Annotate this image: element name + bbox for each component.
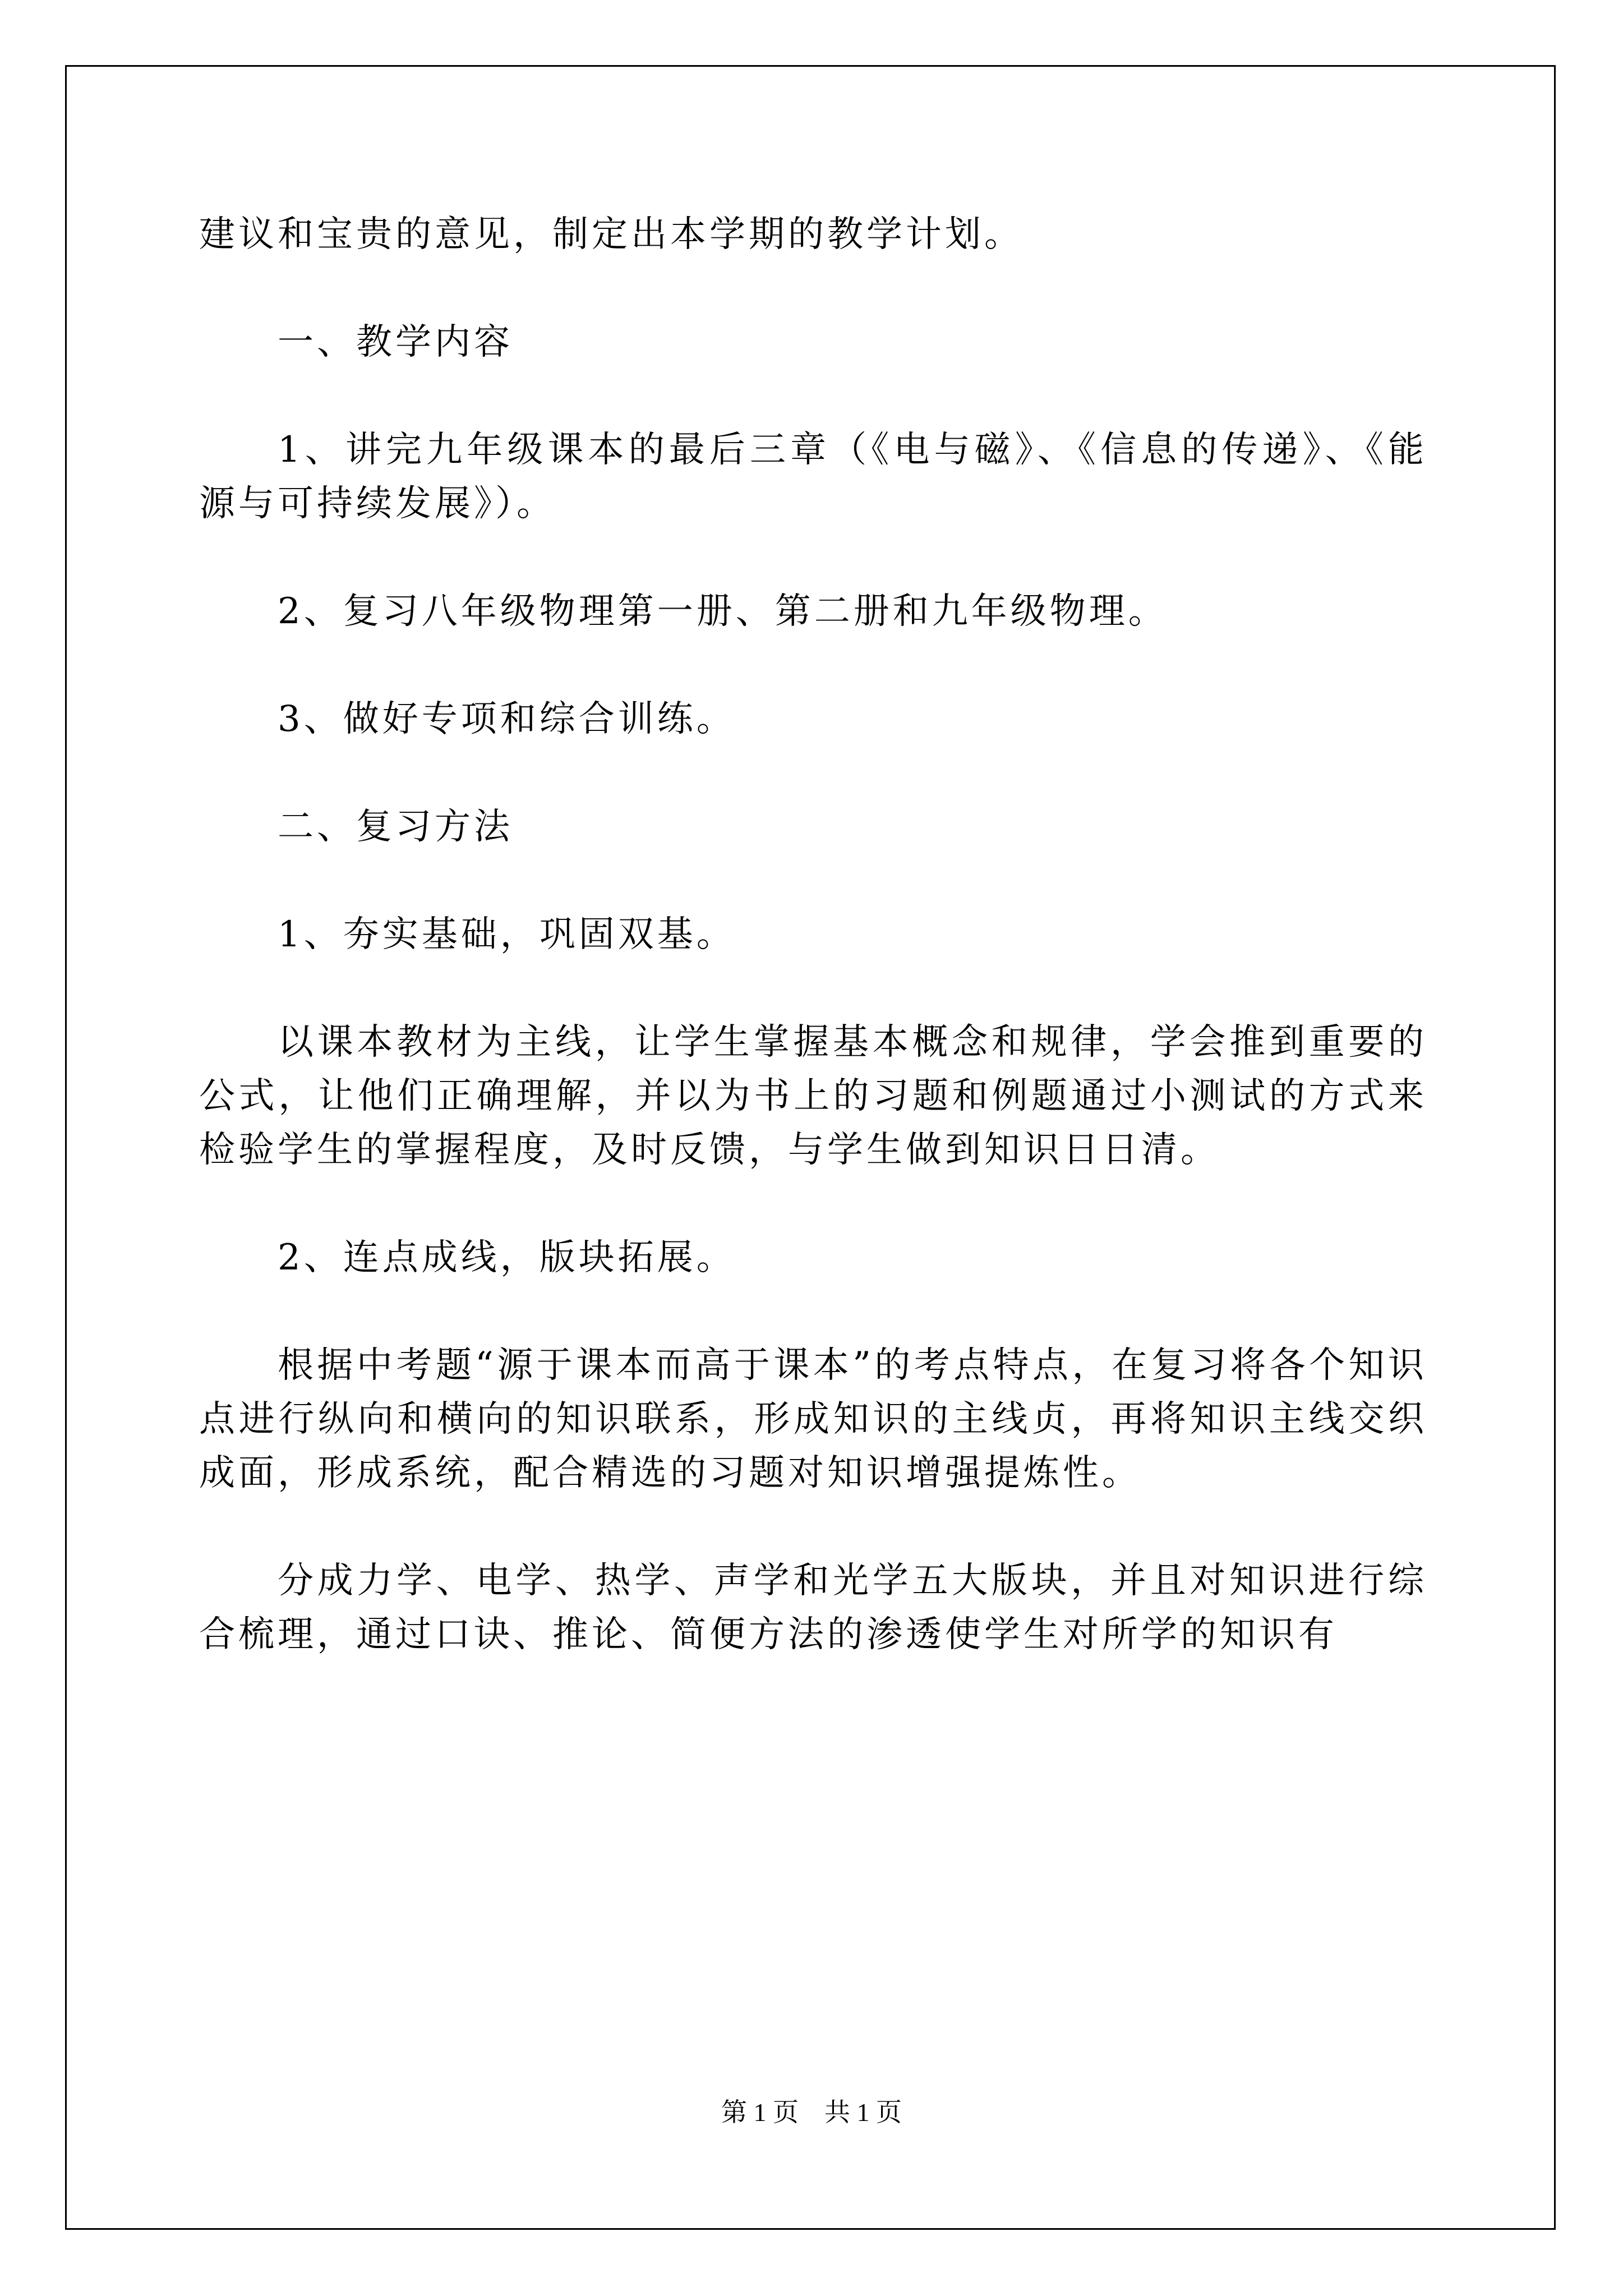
- heading-teaching-content: 一、教学内容: [278, 321, 513, 363]
- list-item-teaching-1: 1、讲完九年级课本的最后三章（《电与磁》、《信息的传递》、《能源与可持续发展》）。: [199, 429, 1427, 524]
- heading-review-method: 二、复习方法: [278, 806, 513, 848]
- paragraph-intro-continuation: 建议和宝贵的意见，制定出本学期的教学计划。: [199, 214, 1023, 255]
- list-item-review-2: 2、连点成线，版块拓展。: [278, 1237, 736, 1278]
- page-number-footer: 第 1 页 共 1 页: [721, 2098, 902, 2127]
- paragraph-review-2-detail: 根据中考题“源于课本而高于课本”的考点特点，在复习将各个知识点进行纵向和横向的知识联系，形成知识的主线贞，再将知识主线交织成面，形成系统，配合精选的习题对知识增强提炼性。: [199, 1345, 1427, 1494]
- paragraph-modules: 分成力学、电学、热学、声学和光学五大版块，并且对知识进行综合梳理，通过口诀、推论、简便方法的渗透使学生对所学的知识有: [199, 1560, 1427, 1655]
- list-item-teaching-2: 2、复习八年级物理第一册、第二册和九年级物理。: [278, 591, 1168, 632]
- paragraph-review-1-detail: 以课本教材为主线，让学生掌握基本概念和规律，学会推到重要的公式，让他们正确理解，并以为书上的习题和例题通过小测试的方式来检验学生的掌握程度，及时反馈，与学生做到知识日日清。: [199, 1022, 1427, 1171]
- document-body: [199, 208, 1427, 1715]
- list-item-teaching-3: 3、做好专项和综合训练。: [278, 698, 736, 740]
- list-item-review-1: 1、夯实基础，巩固双基。: [278, 914, 736, 955]
